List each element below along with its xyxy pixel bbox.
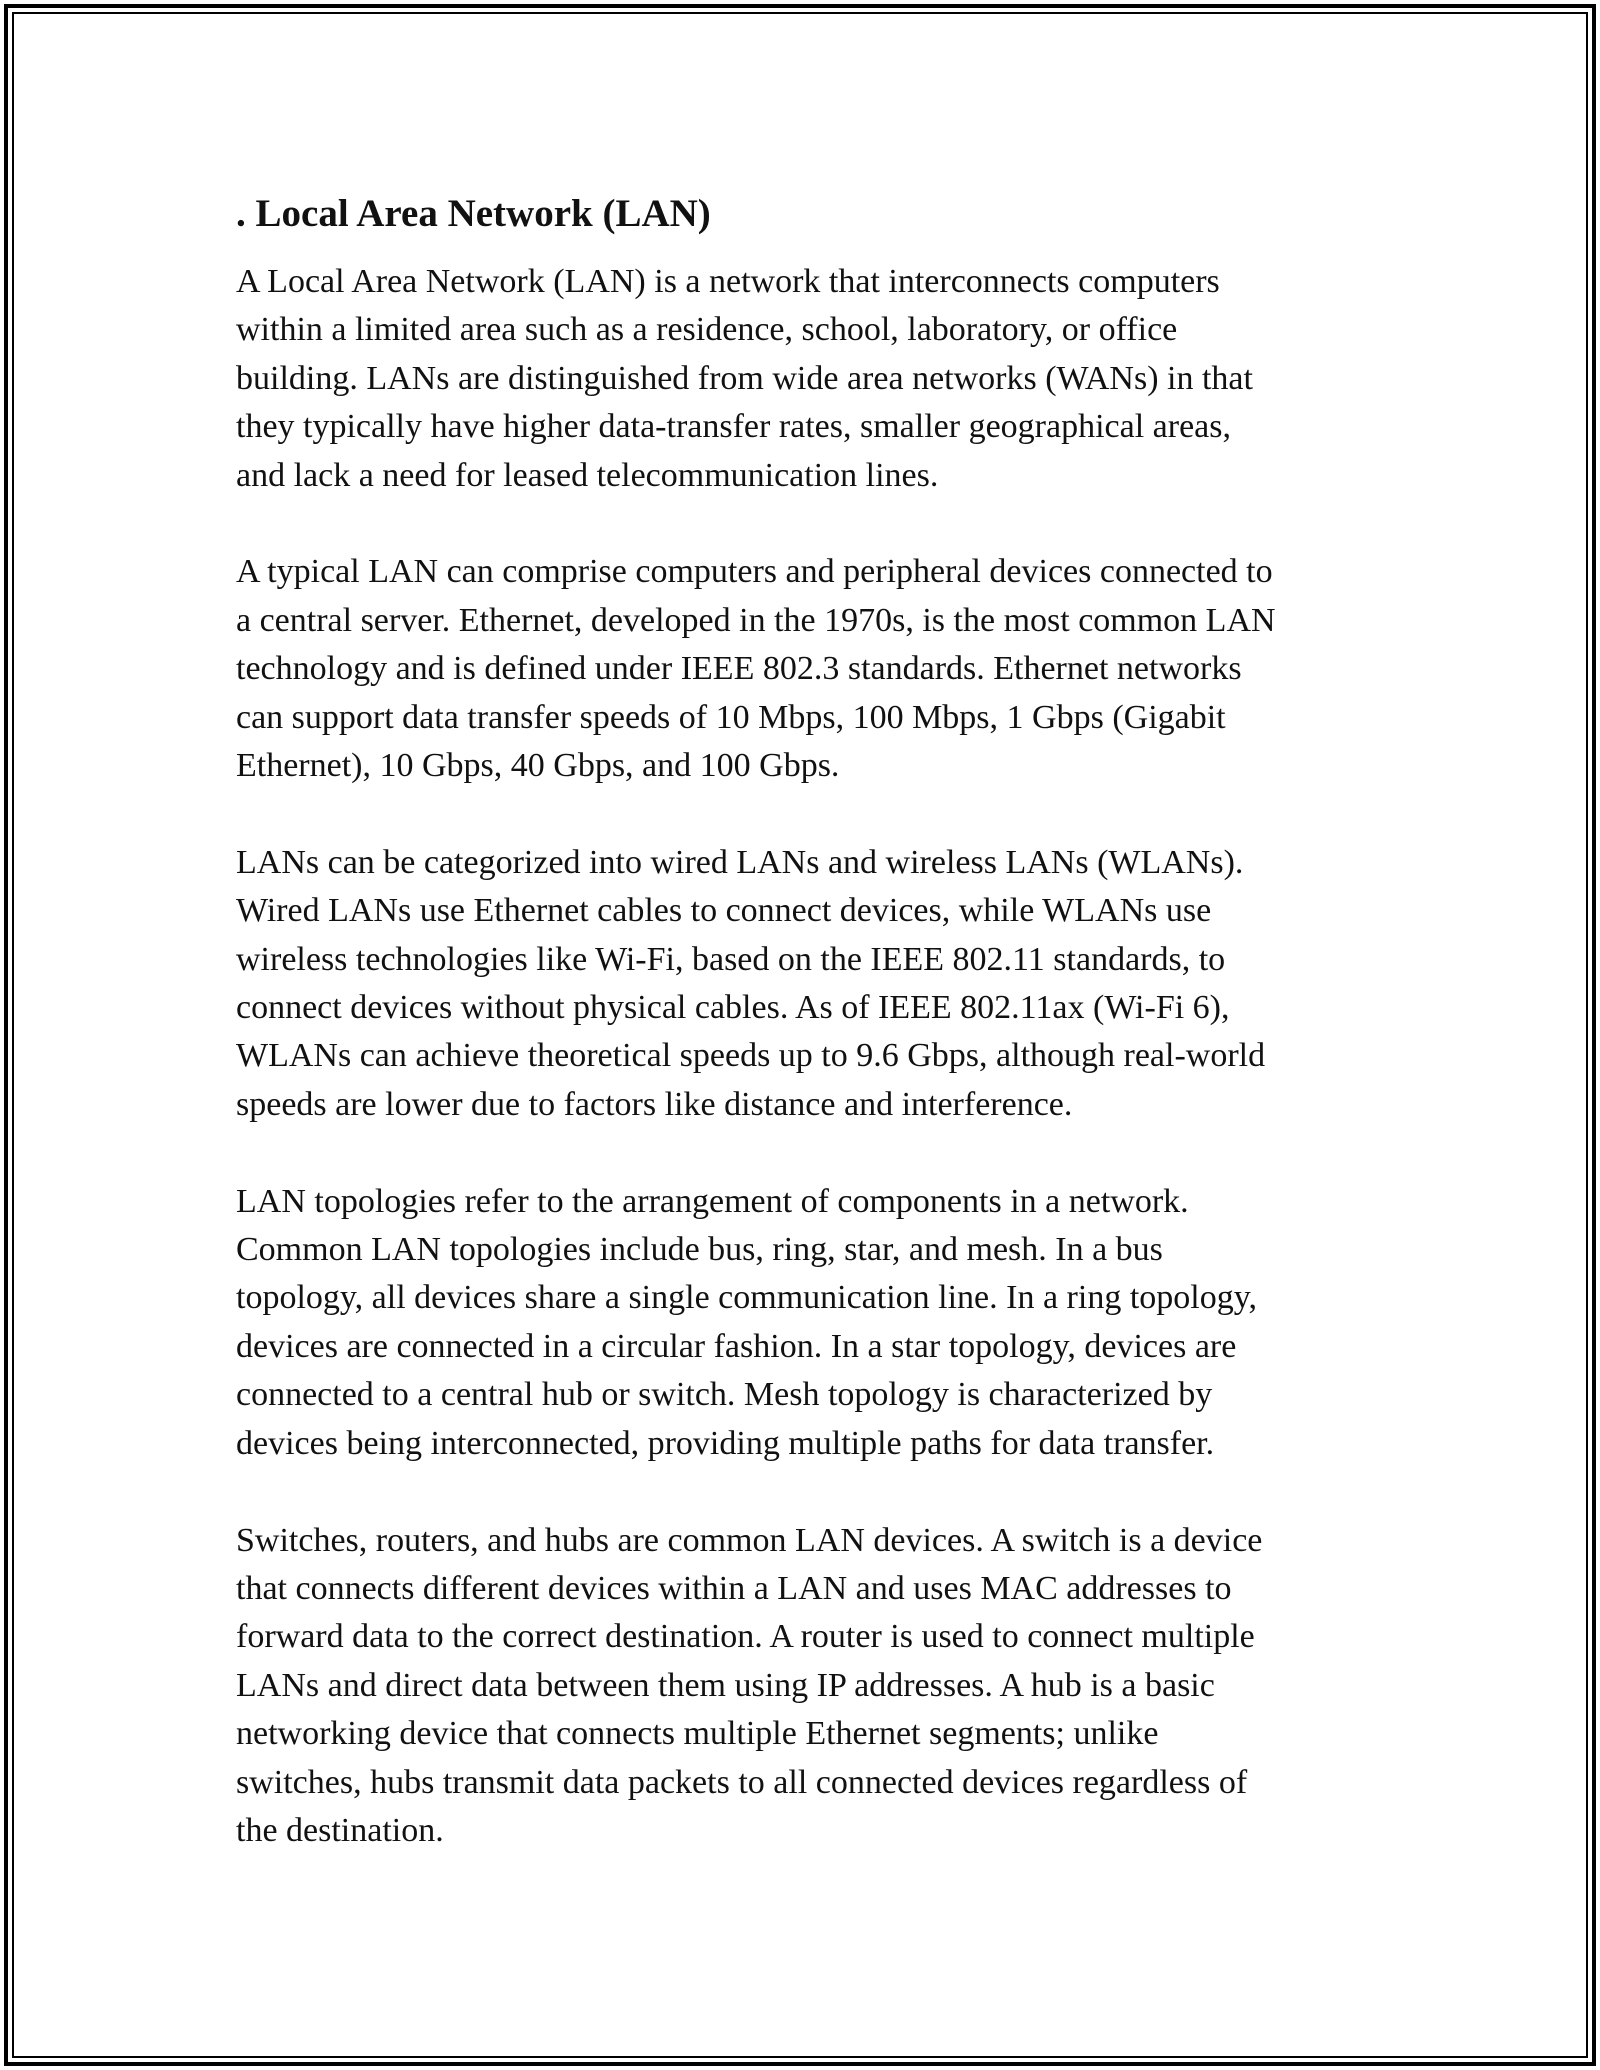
paragraph-topologies: LAN topologies refer to the arrangement of components in a network. Common LAN topologies include bus, ring, star, and mesh. In a bus topology, all devices share a single communication line. In a ring topology, devices are connected in a circular fashion. In a star topology, devices are connected to a central hub or switch. Mesh topology is characterized by devices being interconnected, providing multiple paths for data transfer. [236,1182,1258,1462]
document-body [236,186,1396,1904]
page-title: . Local Area Network (LAN) [236,192,711,235]
paragraph-lan-devices: Switches, routers, and hubs are common LAN devices. A switch is a device that connects different devices within a LAN and uses MAC addresses to forward data to the correct destination. A router is used to connect multiple LANs and direct data between them using IP addresses. A hub is a basic networking device that connects multiple Ethernet segments; unlike switches, hubs transmit data packets to all connected devices regardless of the destination. [236,1521,1263,1849]
paragraph-ethernet: A typical LAN can comprise computers and peripheral devices connected to a central server. Ethernet, developed in the 1970s, is the most common LAN technology and is defined under IEEE 802.3 standards. Ethernet networks can support data transfer speeds of 10 Mbps, 100 Mbps, 1 Gbps (Gigabit Ethernet), 10 Gbps, 40 Gbps, and 100 Gbps. [236,553,1276,785]
paragraph-lan-definition: A Local Area Network (LAN) is a network that interconnects computers within a limited area such as a residence, school, laboratory, or office building. LANs are distinguished from wide area networks (WANs) in that they typically have higher data-transfer rates, smaller geographical areas, and lack a need for leased telecommunication lines. [236,263,1253,494]
paragraph-wired-wireless: LANs can be categorized into wired LANs and wireless LANs (WLANs). Wired LANs use Ethernet cables to connect devices, while WLANs use wireless technologies like Wi-Fi, based on the IEEE 802.11 standards, to connect devices without physical cables. As of IEEE 802.11ax (Wi-Fi 6), WLANs can achieve theoretical speeds up to 9.6 Gbps, although real-world speeds are lower due to factors like distance and interference. [236,843,1266,1123]
